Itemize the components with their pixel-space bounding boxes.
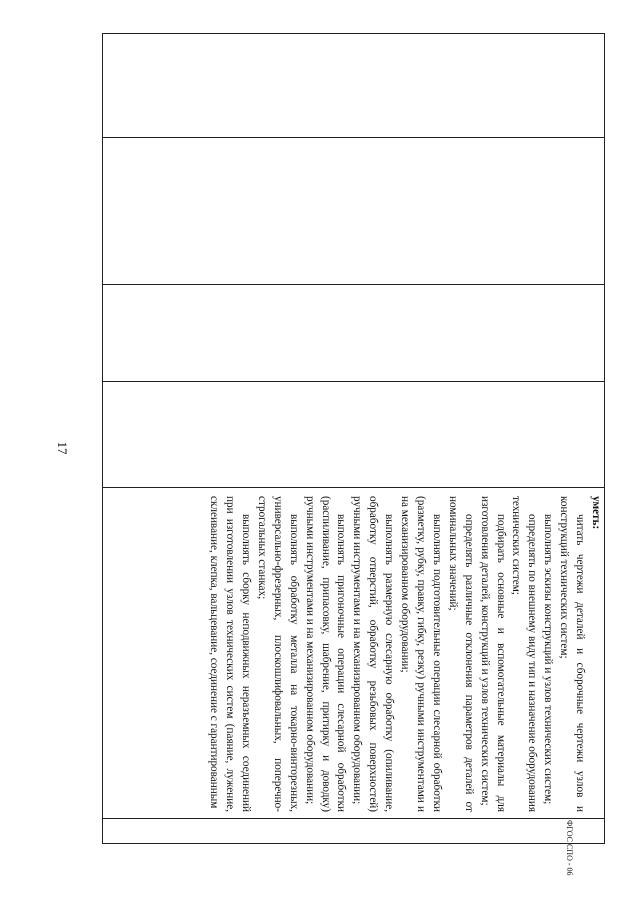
skill-item: выполнять размерную слесарную обработку (опиливание, обработку отверстий, обработку резьбовых поверхностей) ручными инструментами и на механизированном оборудовании; <box>351 496 396 812</box>
column-divider <box>103 137 604 138</box>
page-number: 17 <box>55 441 70 455</box>
skill-item: определять различные отклонения параметров деталей от номинальных значений; <box>446 496 475 812</box>
skills-text <box>102 486 605 818</box>
skill-item: выполнять подготовительные операции слесарной обработки (разметку, рубку, правку, гибку, резку) ручными инструментами и на механизированном оборудовании; <box>399 496 443 812</box>
skills-cell <box>102 486 605 818</box>
skill-item: выполнять пригоночные операции слесарной обработки (распиливание, припасовку, шабрение, притирку и доводку) ручными инструментами и на механизированном оборудовании; <box>303 496 348 812</box>
skill-item: выполнять эскизы конструкций и узлов технических систем; <box>542 514 555 805</box>
skills-heading: уметь: <box>590 496 602 530</box>
skill-item: читать чертежи деталей и сборочные чертежи узлов и конструкций технических систем; <box>558 496 587 812</box>
column-divider <box>103 818 604 819</box>
footer-label: ФГОС СПО - 06 <box>565 820 574 876</box>
column-divider <box>103 284 604 285</box>
skill-item: подбирать основные и вспомогательные материалы для изготовления деталей, конструкций и узлов технических систем; <box>478 496 507 812</box>
column-divider <box>103 381 604 382</box>
skill-item: определять по внешнему виду тип и назначение оборудования технических систем; <box>510 496 539 812</box>
skill-item: выполнять обработку металла на токарно-винторезных, универсально-фрезерных, плоскошлифовальных, поперечно-строгальных станках; <box>255 496 300 812</box>
skill-item: выполнять сборку неподвижных неразъемных соединений при изготовлении узлов технических систем (паяние, лужение, склеивание, клепка, вальцевание, соединение с гарантированным <box>208 496 253 812</box>
